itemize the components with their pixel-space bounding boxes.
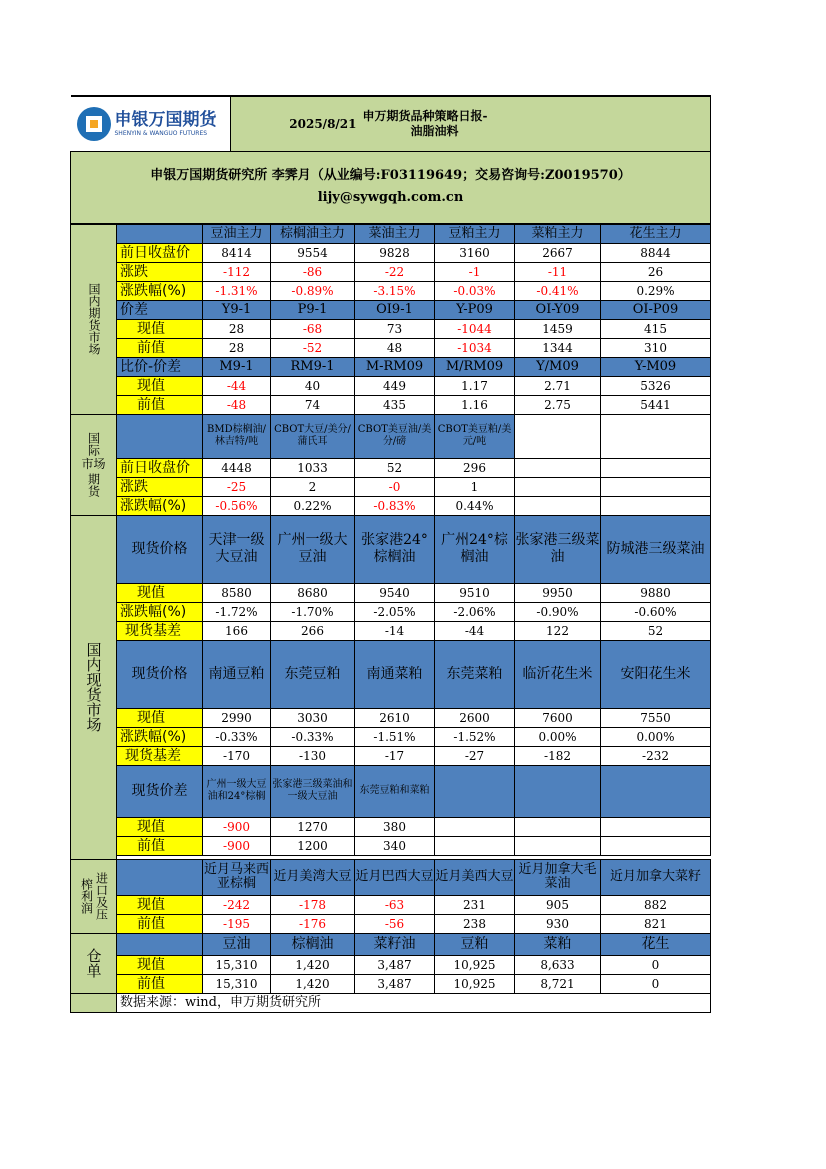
col-header: Y-P09 — [435, 300, 515, 319]
col-header: 花生主力 — [601, 224, 711, 243]
cell: 8414 — [203, 243, 271, 262]
cell: 166 — [203, 621, 271, 640]
cell: 8,721 — [515, 974, 601, 993]
cell: 1459 — [515, 319, 601, 338]
table-row — [71, 262, 711, 281]
col-header: 张家港24°棕榈油 — [355, 515, 435, 583]
cell: -44 — [203, 376, 271, 395]
col-header: OI-Y09 — [515, 300, 601, 319]
cell: -242 — [203, 895, 271, 914]
col-header: CBOT大豆/美分/蒲氏耳 — [271, 414, 355, 458]
cell: -232 — [601, 746, 711, 765]
row-label: 涨跌 — [117, 477, 203, 496]
col-header: P9-1 — [271, 300, 355, 319]
cell: -2.05% — [355, 602, 435, 621]
row-label: 涨跌幅(%) — [117, 496, 203, 515]
cell: -1.52% — [435, 727, 515, 746]
section-domestic-futures: 国内期货市场 — [71, 224, 117, 414]
row-label: 现货基差 — [117, 621, 203, 640]
cell: 882 — [601, 895, 711, 914]
cell: -900 — [203, 817, 271, 836]
cell: 28 — [203, 338, 271, 357]
table-row — [71, 727, 711, 746]
col-header: 菜油主力 — [355, 224, 435, 243]
table-row — [71, 477, 711, 496]
col-header: 近月加拿大毛菜油 — [515, 859, 601, 895]
cell — [601, 836, 711, 855]
cell: -56 — [355, 914, 435, 933]
cell: 4448 — [203, 458, 271, 477]
cell: -0.60% — [601, 602, 711, 621]
cell: 10,925 — [435, 955, 515, 974]
report-date: 2025/8/21 — [231, 96, 361, 151]
cell: 1344 — [515, 338, 601, 357]
cell: 9554 — [271, 243, 355, 262]
col-header: 豆油主力 — [203, 224, 271, 243]
blank-cell — [601, 414, 711, 458]
col-header: OI9-1 — [355, 300, 435, 319]
cell: 0.00% — [601, 727, 711, 746]
cell: 0.44% — [435, 496, 515, 515]
cell: -48 — [203, 395, 271, 414]
report-title-line2: 油脂油料 — [410, 123, 459, 138]
cell: -1.31% — [203, 281, 271, 300]
cell: 0.22% — [271, 496, 355, 515]
cell — [515, 496, 601, 515]
cell — [601, 477, 711, 496]
cell: -1044 — [435, 319, 515, 338]
col-header: 南通豆粕 — [203, 640, 271, 708]
cell: -1.72% — [203, 602, 271, 621]
cell: -86 — [271, 262, 355, 281]
table-row — [71, 281, 711, 300]
cell — [515, 458, 601, 477]
table-row — [71, 955, 711, 974]
logo — [71, 96, 231, 151]
row-label: 前日收盘价 — [117, 243, 203, 262]
cell: 9880 — [601, 583, 711, 602]
col-header: 菜粕主力 — [515, 224, 601, 243]
cell: -68 — [271, 319, 355, 338]
blank-cell — [435, 765, 515, 817]
blank-cell — [601, 765, 711, 817]
cell: -182 — [515, 746, 601, 765]
table-row — [71, 895, 711, 914]
cell — [435, 836, 515, 855]
report-title-line1: 申万期货品种策略日报- — [362, 108, 488, 123]
table-row — [71, 376, 711, 395]
cell: -0.03% — [435, 281, 515, 300]
table-row — [71, 243, 711, 262]
row-label: 涨跌幅(%) — [117, 602, 203, 621]
cell: 2990 — [203, 708, 271, 727]
cell: 2610 — [355, 708, 435, 727]
cell: -27 — [435, 746, 515, 765]
cell — [601, 458, 711, 477]
col-header: Y/M09 — [515, 357, 601, 376]
cell: -130 — [271, 746, 355, 765]
cell: -0.33% — [271, 727, 355, 746]
cell: 266 — [271, 621, 355, 640]
table-row — [71, 395, 711, 414]
table-row — [71, 338, 711, 357]
cell: 9540 — [355, 583, 435, 602]
row-label: 前值 — [117, 974, 203, 993]
row-label: 前日收盘价 — [117, 458, 203, 477]
col-header: OI-P09 — [601, 300, 711, 319]
cell — [601, 496, 711, 515]
cell: 3,487 — [355, 974, 435, 993]
table-row — [71, 746, 711, 765]
col-header: 棕榈油 — [271, 933, 355, 955]
institute-analyst: 申银万国期货研究所 李霁月（从业编号:F03119649；交易咨询号:Z0019570） — [150, 168, 631, 183]
cell — [515, 477, 601, 496]
section-import-margin: 榨利润 进口及压 — [71, 859, 117, 933]
row-label: 现值 — [117, 376, 203, 395]
cell: 1,420 — [271, 974, 355, 993]
cell: -0 — [355, 477, 435, 496]
cell: -22 — [355, 262, 435, 281]
blank-cell — [515, 765, 601, 817]
row-label: 涨跌幅(%) — [117, 727, 203, 746]
col-header: 近月巴西大豆 — [355, 859, 435, 895]
col-header: BMD棕榈油/林吉特/吨 — [203, 414, 271, 458]
cell: 1.16 — [435, 395, 515, 414]
row-label: 现值 — [117, 817, 203, 836]
cell: -0.89% — [271, 281, 355, 300]
cell: 28 — [203, 319, 271, 338]
table-row — [71, 319, 711, 338]
row-label: 前值 — [117, 914, 203, 933]
col-header: 近月马来西亚棕榈 — [203, 859, 271, 895]
row-label: 价差 — [117, 300, 203, 319]
cell: 8580 — [203, 583, 271, 602]
col-header: Y-M09 — [601, 357, 711, 376]
row-label: 现值 — [117, 319, 203, 338]
cell: -170 — [203, 746, 271, 765]
table-row — [71, 300, 711, 319]
cell: 40 — [271, 376, 355, 395]
cell: 435 — [355, 395, 435, 414]
cell: 73 — [355, 319, 435, 338]
col-header: 张家港三级菜油和一级大豆油 — [271, 765, 355, 817]
table-row — [71, 357, 711, 376]
row-label: 现货价格 — [117, 515, 203, 583]
row-label: 现货基差 — [117, 746, 203, 765]
col-header: 棕榈油主力 — [271, 224, 355, 243]
cell: 10,925 — [435, 974, 515, 993]
table-row — [71, 602, 711, 621]
col-header: 临沂花生米 — [515, 640, 601, 708]
row-label: 现货价差 — [117, 765, 203, 817]
cell: -11 — [515, 262, 601, 281]
cell: 26 — [601, 262, 711, 281]
cell: 231 — [435, 895, 515, 914]
col-header: 豆粕 — [435, 933, 515, 955]
col-header: 菜籽油 — [355, 933, 435, 955]
cell: -0.90% — [515, 602, 601, 621]
report-title — [361, 96, 711, 151]
cell: -1.51% — [355, 727, 435, 746]
col-header: 东莞豆粕和菜粕 — [355, 765, 435, 817]
cell: 296 — [435, 458, 515, 477]
row-label: 比价-价差 — [117, 357, 203, 376]
cell: 930 — [515, 914, 601, 933]
cell: 9950 — [515, 583, 601, 602]
col-header: CBOT美豆油/美分/磅 — [355, 414, 435, 458]
row-label: 现货价格 — [117, 640, 203, 708]
data-source: 数据来源：wind，申万期货研究所 — [117, 993, 711, 1012]
row-label: 前值 — [117, 338, 203, 357]
col-header: 东莞豆粕 — [271, 640, 355, 708]
cell: 1,420 — [271, 955, 355, 974]
cell: 1 — [435, 477, 515, 496]
table-row — [71, 583, 711, 602]
cell: 1033 — [271, 458, 355, 477]
row-label: 前值 — [117, 836, 203, 855]
table-row — [71, 496, 711, 515]
blank-cell — [71, 993, 117, 1012]
cell: 2.75 — [515, 395, 601, 414]
col-header: M/RM09 — [435, 357, 515, 376]
col-header: M-RM09 — [355, 357, 435, 376]
table-row — [71, 458, 711, 477]
cell: 7600 — [515, 708, 601, 727]
col-header: Y9-1 — [203, 300, 271, 319]
row-label: 涨跌幅(%) — [117, 281, 203, 300]
col-header: 广州一级大豆油 — [271, 515, 355, 583]
col-header: 天津一级大豆油 — [203, 515, 271, 583]
section-spot-market: 国内现货市场 — [71, 515, 117, 859]
report-header — [70, 95, 711, 224]
col-header: M9-1 — [203, 357, 271, 376]
col-header: RM9-1 — [271, 357, 355, 376]
cell: 3030 — [271, 708, 355, 727]
blank-cell — [117, 933, 203, 955]
cell: -25 — [203, 477, 271, 496]
table-row — [71, 621, 711, 640]
blank-cell — [117, 414, 203, 458]
cell: -17 — [355, 746, 435, 765]
row-label: 现值 — [117, 708, 203, 727]
blank-cell — [117, 224, 203, 243]
cell: 52 — [355, 458, 435, 477]
cell: -52 — [271, 338, 355, 357]
cell: 15,310 — [203, 974, 271, 993]
blank-cell — [515, 414, 601, 458]
cell: 8844 — [601, 243, 711, 262]
section-intl-futures: 国际 市场 期货 — [71, 414, 117, 515]
col-header: 豆粕主力 — [435, 224, 515, 243]
cell: 449 — [355, 376, 435, 395]
cell: 238 — [435, 914, 515, 933]
cell: 2667 — [515, 243, 601, 262]
cell: 15,310 — [203, 955, 271, 974]
row-label: 现值 — [117, 583, 203, 602]
cell: -1034 — [435, 338, 515, 357]
row-label: 现值 — [117, 895, 203, 914]
cell — [515, 817, 601, 836]
cell: 2.71 — [515, 376, 601, 395]
blank-cell — [117, 859, 203, 895]
cell: 415 — [601, 319, 711, 338]
cell: 310 — [601, 338, 711, 357]
strategy-report-sheet — [70, 95, 710, 1013]
section-warehouse: 仓单 — [71, 933, 117, 993]
cell: -0.56% — [203, 496, 271, 515]
col-header: 豆油 — [203, 933, 271, 955]
cell: -44 — [435, 621, 515, 640]
cell: -0.33% — [203, 727, 271, 746]
table-row — [71, 974, 711, 993]
cell: -3.15% — [355, 281, 435, 300]
institute-info — [71, 151, 711, 223]
col-header: 广州24°棕榈油 — [435, 515, 515, 583]
cell: -0.83% — [355, 496, 435, 515]
col-header: 近月加拿大菜籽 — [601, 859, 711, 895]
cell: -1 — [435, 262, 515, 281]
cell: -1.70% — [271, 602, 355, 621]
cell: 8,633 — [515, 955, 601, 974]
cell: 122 — [515, 621, 601, 640]
cell: 9828 — [355, 243, 435, 262]
cell: -14 — [355, 621, 435, 640]
cell: -195 — [203, 914, 271, 933]
col-header: 近月美西大豆 — [435, 859, 515, 895]
cell: 3160 — [435, 243, 515, 262]
cell: 3,487 — [355, 955, 435, 974]
cell — [435, 817, 515, 836]
cell: 340 — [355, 836, 435, 855]
col-header: 东莞菜粕 — [435, 640, 515, 708]
table-row — [71, 817, 711, 836]
cell: -900 — [203, 836, 271, 855]
col-header: 花生 — [601, 933, 711, 955]
cell: 1270 — [271, 817, 355, 836]
institute-email: lijy@sywgqh.com.cn — [317, 190, 464, 205]
cell: 380 — [355, 817, 435, 836]
cell — [601, 817, 711, 836]
cell: -112 — [203, 262, 271, 281]
col-header: 安阳花生米 — [601, 640, 711, 708]
cell: 0.00% — [515, 727, 601, 746]
cell: -63 — [355, 895, 435, 914]
cell: -178 — [271, 895, 355, 914]
cell: 5441 — [601, 395, 711, 414]
cell: -2.06% — [435, 602, 515, 621]
col-header: CBOT美豆粕/美元/吨 — [435, 414, 515, 458]
cell: -176 — [271, 914, 355, 933]
col-header: 防城港三级菜油 — [601, 515, 711, 583]
col-header: 广州一级大豆油和24°棕榈 — [203, 765, 271, 817]
cell: 8680 — [271, 583, 355, 602]
cell: 52 — [601, 621, 711, 640]
logo-text-en: SHENYIN & WANGUO FUTURES — [114, 129, 208, 137]
cell: 9510 — [435, 583, 515, 602]
cell: 0.29% — [601, 281, 711, 300]
cell: 0 — [601, 955, 711, 974]
table-row — [71, 708, 711, 727]
cell: 1200 — [271, 836, 355, 855]
logo-text-cn: 申银万国期货 — [114, 109, 217, 130]
cell: 5326 — [601, 376, 711, 395]
row-label: 现值 — [117, 955, 203, 974]
logo-icon — [77, 107, 111, 141]
table-row — [71, 836, 711, 855]
cell: 74 — [271, 395, 355, 414]
col-header: 近月美湾大豆 — [271, 859, 355, 895]
col-header: 菜粕 — [515, 933, 601, 955]
row-label: 涨跌 — [117, 262, 203, 281]
data-table — [70, 224, 711, 1013]
cell — [515, 836, 601, 855]
cell: 2 — [271, 477, 355, 496]
cell: 48 — [355, 338, 435, 357]
col-header: 南通菜粕 — [355, 640, 435, 708]
table-row — [71, 914, 711, 933]
cell: 7550 — [601, 708, 711, 727]
cell: 2600 — [435, 708, 515, 727]
cell: 1.17 — [435, 376, 515, 395]
cell: 905 — [515, 895, 601, 914]
cell: 0 — [601, 974, 711, 993]
row-label: 前值 — [117, 395, 203, 414]
cell: 821 — [601, 914, 711, 933]
col-header: 张家港三级菜油 — [515, 515, 601, 583]
cell: -0.41% — [515, 281, 601, 300]
